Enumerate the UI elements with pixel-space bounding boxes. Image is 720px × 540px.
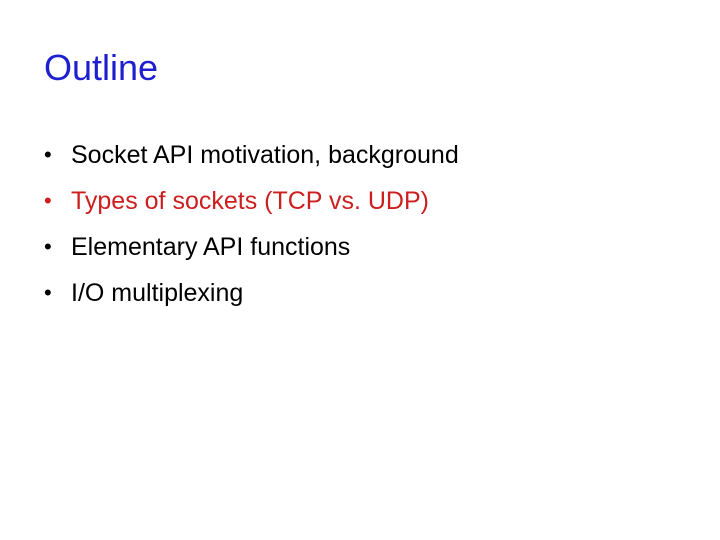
bullet-dot: • bbox=[44, 280, 52, 305]
bullet-item bbox=[44, 132, 459, 178]
bullet-text: Socket API motivation, background bbox=[71, 140, 459, 169]
bullet-item bbox=[44, 270, 459, 316]
bullet-dot: • bbox=[44, 234, 52, 259]
bullet-text: I/O multiplexing bbox=[71, 278, 244, 307]
bullet-item bbox=[44, 224, 459, 270]
bullet-text: Elementary API functions bbox=[71, 232, 351, 261]
bullet-list bbox=[44, 132, 459, 316]
bullet-item bbox=[44, 178, 459, 224]
bullet-dot: • bbox=[44, 188, 52, 213]
bullet-text: Types of sockets (TCP vs. UDP) bbox=[71, 186, 429, 215]
bullet-dot: • bbox=[44, 142, 52, 167]
slide-title: Outline bbox=[44, 47, 159, 88]
